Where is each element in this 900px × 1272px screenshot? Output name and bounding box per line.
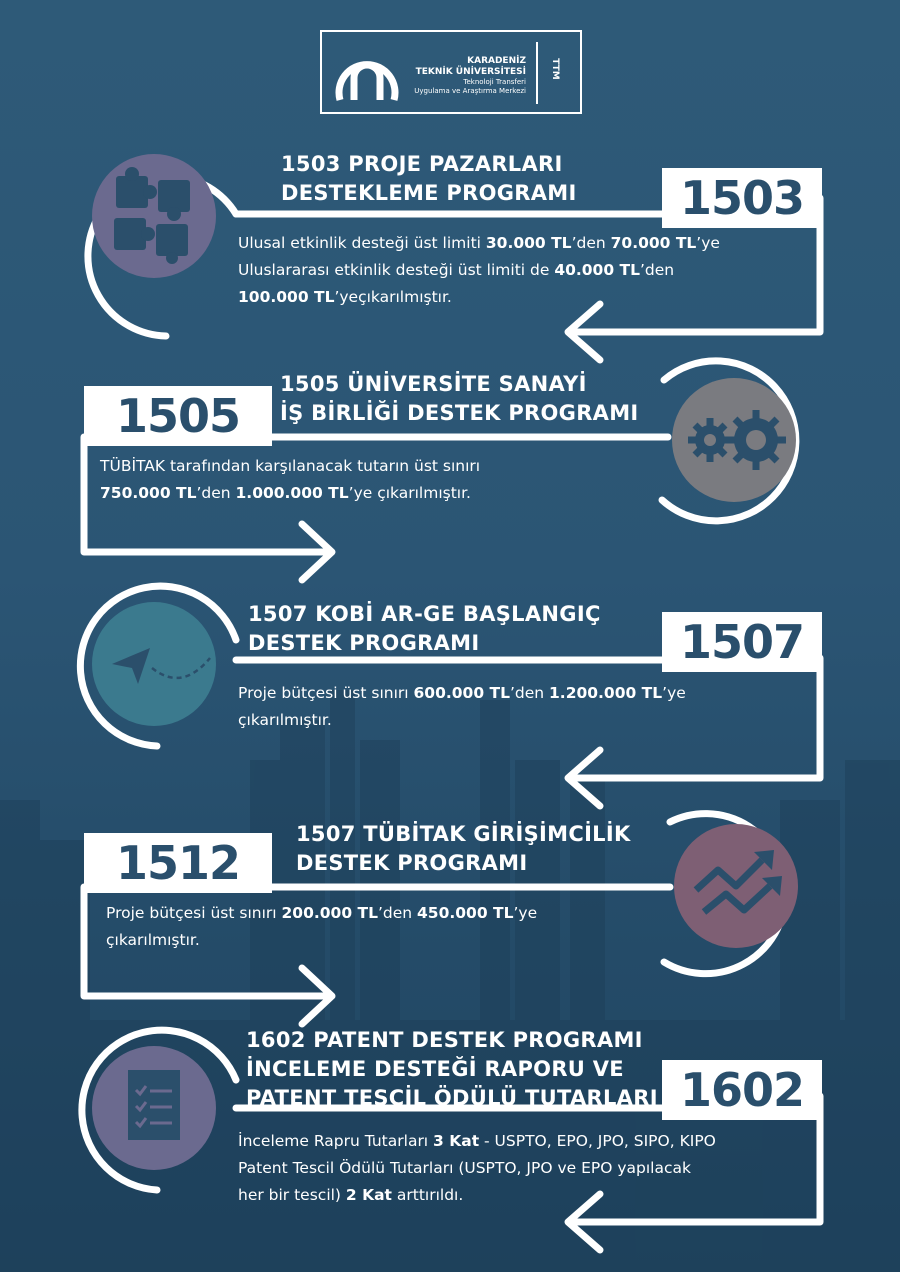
highlight-value: 3 Kat	[433, 1132, 480, 1150]
description-line	[238, 284, 818, 311]
description-text: arttırıldı.	[391, 1186, 464, 1204]
description-text: çıkarılmıştır.	[238, 711, 332, 729]
highlight-value: 200.000 TL	[281, 904, 378, 922]
program-code-1505: 1505	[84, 386, 272, 446]
title-line: 1503 PROJE PAZARLARI	[281, 152, 563, 176]
description-text: İnceleme Rapru Tutarları	[238, 1132, 434, 1150]
program-title-1507	[248, 600, 601, 658]
description-line	[100, 480, 660, 507]
highlight-value: 70.000 TL	[610, 234, 697, 252]
program-code-1507: 1507	[662, 612, 822, 672]
logo-line-1: KARADENİZ	[467, 56, 526, 66]
title-line: PATENT TESCİL ÖDÜLÜ TUTARLARI	[246, 1086, 658, 1110]
title-line: İNCELEME DESTEĞİ RAPORU VE	[246, 1057, 624, 1081]
highlight-value: 450.000 TL	[417, 904, 514, 922]
description-text: Proje bütçesi üst sınırı	[106, 904, 282, 922]
description-text: ’ye	[513, 904, 538, 922]
title-line: 1507 TÜBİTAK GİRİŞİMCİLİK	[296, 822, 631, 846]
description-line	[238, 1182, 818, 1209]
description-text: Ulusal etkinlik desteği üst limiti	[238, 234, 486, 252]
logo-abbr: TTM	[550, 58, 560, 80]
checklist-icon	[92, 1046, 216, 1170]
description-text: ’ye	[662, 684, 686, 702]
highlight-value: 1.000.000 TL	[235, 484, 349, 502]
description-line	[238, 680, 808, 707]
highlight-value: 1.200.000 TL	[549, 684, 663, 702]
program-description-1503	[238, 230, 818, 311]
description-line	[238, 230, 818, 257]
description-line	[238, 1128, 818, 1155]
title-line: 1505 ÜNİVERSİTE SANAYİ	[280, 372, 587, 396]
description-text: çıkarılmıştır.	[106, 931, 200, 949]
description-line	[238, 707, 808, 734]
program-description-1602	[238, 1128, 818, 1209]
description-text: ’ye çıkarılmıştır.	[348, 484, 471, 502]
highlight-value: 40.000 TL	[554, 261, 640, 279]
highlight-value: 2 Kat	[345, 1186, 392, 1204]
description-line	[238, 257, 818, 284]
description-text: ’ye	[696, 234, 720, 252]
description-text: Uluslararası etkinlik desteği üst limiti de	[238, 261, 555, 279]
title-line: DESTEK PROGRAMI	[296, 851, 528, 875]
title-line: DESTEK PROGRAMI	[248, 631, 480, 655]
description-text: TÜBİTAK tarafından karşılanacak tutarın üst sınırı	[100, 457, 481, 475]
paper-plane-icon	[92, 602, 216, 726]
logo-line-2: TEKNİK ÜNİVERSİTESİ	[415, 67, 526, 77]
description-text: ’yeçıkarılmıştır.	[334, 288, 452, 306]
program-code-1503: 1503	[662, 168, 822, 228]
description-text: Proje bütçesi üst sınırı	[238, 684, 414, 702]
program-description-1512	[106, 900, 666, 954]
highlight-value: 30.000 TL	[485, 234, 572, 252]
program-title-1602	[246, 1026, 658, 1113]
program-description-1505	[100, 453, 660, 507]
description-text: Patent Tescil Ödülü Tutarları (USPTO, JPO ve EPO yapılacak	[238, 1159, 691, 1177]
title-line: DESTEKLEME PROGRAMI	[281, 181, 577, 205]
description-line	[238, 1155, 818, 1182]
description-line	[100, 453, 660, 480]
gears-icon	[672, 378, 796, 502]
description-text: - USPTO, EPO, JPO, SIPO, KIPO	[479, 1132, 716, 1150]
highlight-value: 750.000 TL	[100, 484, 197, 502]
highlight-value: 600.000 TL	[413, 684, 510, 702]
logo-line-4: Uygulama ve Araştırma Merkezi	[414, 87, 526, 95]
description-text: ’den	[639, 261, 675, 279]
title-line: 1602 PATENT DESTEK PROGRAMI	[246, 1028, 643, 1052]
trend-arrows-icon	[674, 824, 798, 948]
program-code-1602: 1602	[662, 1060, 822, 1120]
program-title-1505	[280, 370, 639, 428]
description-line	[106, 900, 666, 927]
description-text: ’den	[509, 684, 550, 702]
program-code-1512: 1512	[84, 833, 272, 893]
title-line: 1507 KOBİ AR-GE BAŞLANGIÇ	[248, 602, 601, 626]
logo-line-3: Teknoloji Transferi	[463, 78, 526, 86]
program-description-1507	[238, 680, 808, 734]
program-title-1503	[281, 150, 577, 208]
description-text: her bir tescil)	[238, 1186, 346, 1204]
program-title-1512	[296, 820, 631, 878]
description-text: ’den	[196, 484, 236, 502]
description-text: ’den	[377, 904, 418, 922]
title-line: İŞ BİRLİĞİ DESTEK PROGRAMI	[280, 401, 639, 425]
highlight-value: 100.000 TL	[238, 288, 335, 306]
puzzle-icon	[92, 154, 216, 278]
description-line	[106, 927, 666, 954]
description-text: ’den	[571, 234, 611, 252]
